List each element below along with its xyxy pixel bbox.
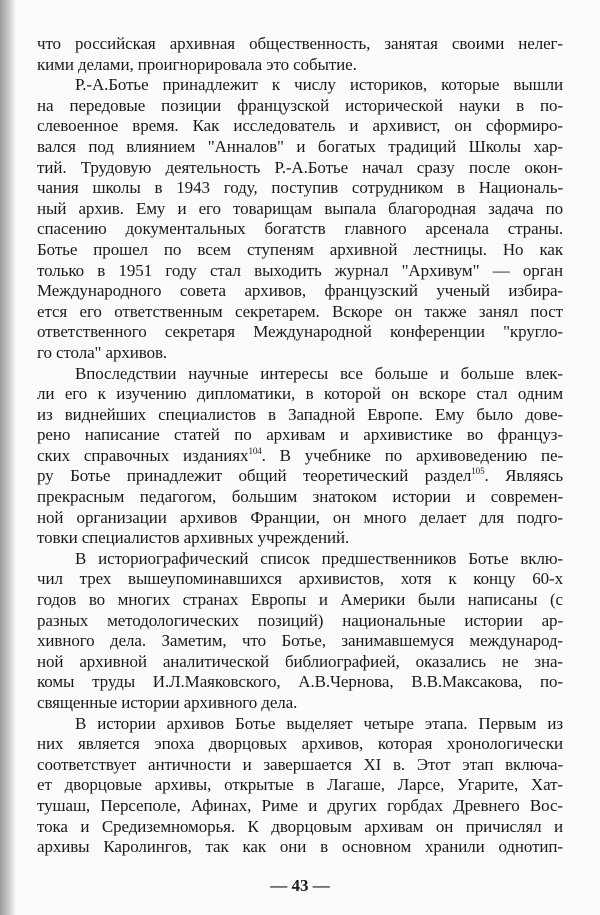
paragraph-first-line bbox=[37, 364, 563, 385]
text-line bbox=[37, 343, 563, 364]
text-line bbox=[37, 796, 563, 817]
line-text: Ботье прошел по всем ступеням архивной лестницы. Но как bbox=[37, 239, 563, 259]
line-text: спасению документальных богатств главного арсенала страны. bbox=[37, 219, 563, 239]
line-text: ру Ботье принадлежит общий теоретический раздел bbox=[37, 466, 472, 486]
page-number: — 43 — bbox=[270, 876, 330, 895]
text-line bbox=[37, 631, 563, 652]
line-text-rest: . В учебнике по архивоведению пе- bbox=[261, 445, 563, 465]
text-line bbox=[37, 116, 563, 137]
text-line bbox=[37, 775, 563, 796]
line-text: ответственного секретаря Международной конференции "кругло- bbox=[37, 322, 563, 342]
line-text: В историографический список предшественников Ботье вклю- bbox=[75, 548, 563, 568]
text-line bbox=[37, 817, 563, 838]
line-text: тушаш, Персеполе, Афинах, Риме и других горбдах Древнего Вос- bbox=[37, 795, 563, 815]
line-text: товки специалистов архивных учреждений. bbox=[37, 528, 350, 548]
line-text: разных методологических позиций) национальные истории ар- bbox=[37, 610, 563, 630]
paragraph-first-line bbox=[37, 549, 563, 570]
footnote-marker: 104 bbox=[248, 445, 262, 456]
paragraph-first-line bbox=[37, 75, 563, 96]
line-text: них является эпоха дворцовых архивов, которая хронологически bbox=[37, 734, 563, 754]
line-text: ной организации архивов Франции, он много делает для подго- bbox=[37, 507, 563, 527]
text-line bbox=[37, 34, 563, 55]
line-text: архивы Каролингов, так как они в основном хранили однотип- bbox=[37, 837, 563, 857]
text-line bbox=[37, 322, 563, 343]
line-text: ских справочных изданиях bbox=[37, 445, 249, 465]
text-line bbox=[37, 693, 563, 714]
line-text: ли его к изучению дипломатики, в которой он вскоре стал одним bbox=[37, 384, 563, 404]
line-text: вался под влиянием "Анналов" и богатых традиций Школы хар- bbox=[37, 136, 563, 156]
line-text: тока и Средиземноморья. К дворцовым архивам он причислял и bbox=[37, 816, 563, 836]
footnote-marker: 105 bbox=[471, 466, 485, 477]
line-text: священные истории архивного дела. bbox=[37, 693, 298, 712]
text-line bbox=[37, 281, 563, 302]
line-text: кими делами, проигнорировала это событие. bbox=[37, 54, 357, 74]
scan-binding-shadow bbox=[0, 0, 16, 915]
text-line bbox=[37, 611, 563, 632]
line-text: ется его ответственным секретарем. Вскоре он также занял пост bbox=[37, 301, 563, 321]
line-text: рено написание статей по архивам и архивистике во француз- bbox=[37, 425, 563, 445]
text-line bbox=[37, 55, 563, 76]
text-line bbox=[37, 755, 563, 776]
text-line bbox=[37, 672, 563, 693]
line-text: го стола" архивов. bbox=[37, 342, 168, 362]
line-text: чил трех вышеупоминавшихся архивистов, хотя к концу 60-х bbox=[37, 569, 563, 589]
paragraph-first-line bbox=[37, 714, 563, 735]
text-line bbox=[37, 219, 563, 240]
line-text: Международного совета архивов, французский ученый избира- bbox=[37, 281, 563, 301]
text-line bbox=[37, 734, 563, 755]
line-text: из виднейших специалистов в Западной Европе. Ему было дове- bbox=[37, 404, 563, 424]
text-line bbox=[37, 96, 563, 117]
text-line bbox=[37, 261, 563, 282]
line-text: тий. Трудовую деятельность Р.-А.Ботье начал сразу после окон- bbox=[37, 157, 563, 177]
text-line bbox=[37, 446, 563, 467]
text-line bbox=[37, 652, 563, 673]
text-line bbox=[37, 590, 563, 611]
text-line bbox=[37, 199, 563, 220]
line-text: на передовые позиции французской исторической науки в по- bbox=[37, 95, 563, 115]
text-line bbox=[37, 487, 563, 508]
text-line bbox=[37, 466, 563, 487]
text-line bbox=[37, 178, 563, 199]
line-text: слевоенное время. Как исследователь и архивист, он сформиро- bbox=[37, 116, 563, 136]
text-line bbox=[37, 508, 563, 529]
line-text: Р.-А.Ботье принадлежит к числу историков, которые вышли bbox=[75, 75, 563, 95]
line-text: ный архив. Ему и его товарищам выпала благородная задача по bbox=[37, 198, 563, 218]
line-text: только в 1951 году стал выходить журнал "Архивум" — орган bbox=[37, 260, 563, 280]
line-text: чания школы в 1943 году, поступив сотрудником в Националь- bbox=[37, 178, 563, 198]
line-text: Впоследствии научные интересы все больше и больше влек- bbox=[75, 363, 563, 383]
line-text: соответствует античности и завершается XI в. Этот этап включа- bbox=[37, 754, 563, 774]
line-text: ной архивной аналитической библиографией, оказались не зна- bbox=[37, 651, 563, 671]
line-text: годов во многих странах Европы и Америки были написаны (с bbox=[37, 590, 563, 610]
text-line bbox=[37, 240, 563, 261]
text-line bbox=[37, 425, 563, 446]
line-text: комы труды И.Л.Маяковского, А.В.Чернова, В.В.Максакова, по- bbox=[37, 672, 563, 692]
text-line bbox=[37, 302, 563, 323]
line-text-rest: . Являясь bbox=[484, 466, 563, 486]
text-line bbox=[37, 837, 563, 858]
line-text: прекрасным педагогом, большим знатоком истории и современ- bbox=[37, 487, 563, 507]
text-line bbox=[37, 137, 563, 158]
line-text: хивного дела. Заметим, что Ботье, занимавшемуся международ- bbox=[37, 631, 563, 651]
page-body-text bbox=[37, 34, 563, 858]
text-line bbox=[37, 569, 563, 590]
text-line bbox=[37, 384, 563, 405]
line-text: В истории архивов Ботье выделяет четыре этапа. Первым из bbox=[75, 713, 563, 733]
line-text: ет дворцовые архивы, открытые в Лагаше, Ларсе, Угарите, Хат- bbox=[37, 775, 563, 795]
line-text: что российская архивная общественность, занятая своими нелег- bbox=[37, 34, 563, 53]
text-line bbox=[37, 528, 563, 549]
text-line bbox=[37, 158, 563, 179]
text-line bbox=[37, 405, 563, 426]
